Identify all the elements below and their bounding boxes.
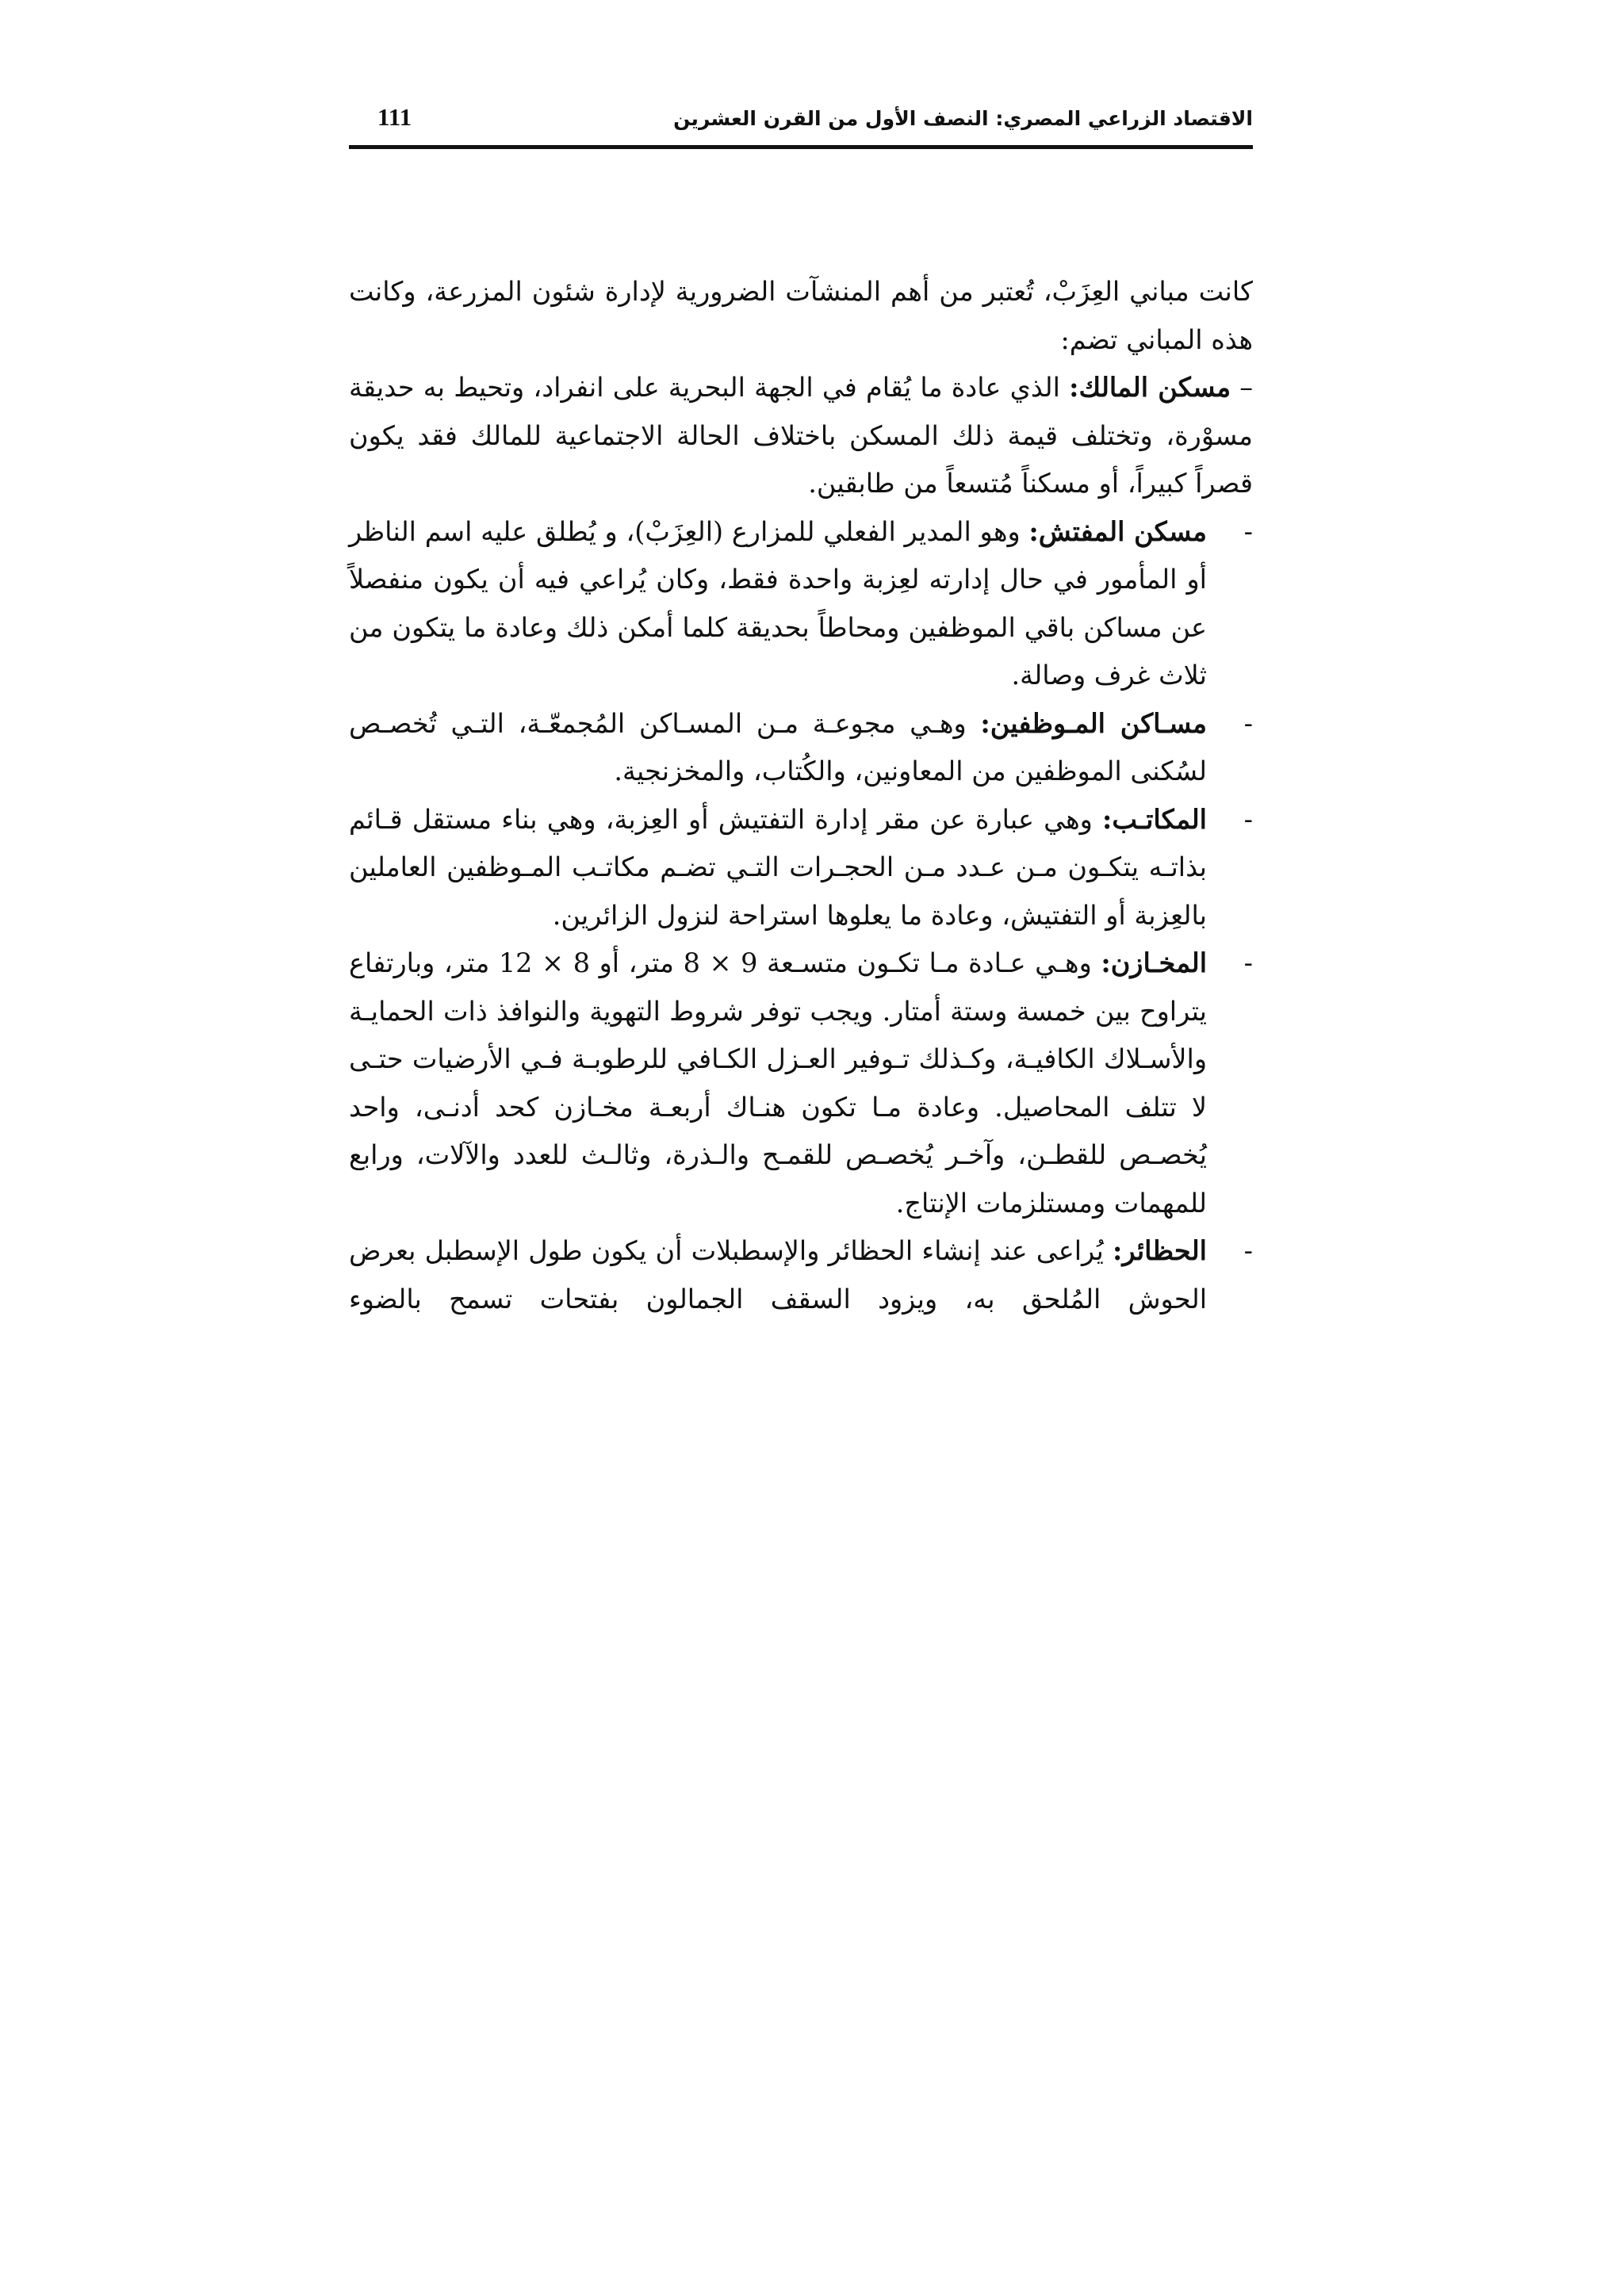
item-text: وهو المدير الفعلي للمزارع (العِزَبْ)، و يُطلق عليه اسم الناظر أو المأمور في حال إدارته لعِزبة واحدة فقط، وكان يُراعي فيه أن يكون منفصلاً عن مساكن باقي الموظفين ومحاطاً بحديقة كلما أمكن ذلك وعادة ما يتكون من ثلاث غرف وصالة. xyxy=(349,515,1207,691)
item-term: المخـازن: xyxy=(1101,947,1208,978)
list-bullet: - xyxy=(1243,947,1253,978)
item-term: الحظائر: xyxy=(1112,1235,1207,1266)
list-bullet: - xyxy=(1243,1235,1253,1266)
item-text: وهـي عـادة مـا تكـون متسـعة 9 × 8 متر، أو 8 × 12 متر، وبارتفاع يتراوح بين خمسة وستة أمتار. ويجب توفر شروط التهوية والنوافذ ذات الحمايـة والأسـلاك الكافيـة، وكـذلك تـوفير العـزل الكـافي للرطوبـة فـي الأرضيات حتـى لا تتلف المحاصيل. وعادة مـا تكون هنـاك أربعـة مخـازن كحد أدنـى، واحد يُخصـص للقطـن، وآخـر يُخصـص للقمـح والـذرة، وثالـث للعدد والآلات، ورابع للمهمات ومستلزمات الإنتاج. xyxy=(349,947,1207,1219)
facilities-list xyxy=(349,508,1253,1324)
item-term: مسـاكن المـوظفين: xyxy=(980,707,1207,739)
list-item-offices xyxy=(349,796,1253,940)
list-item-warehouses xyxy=(349,939,1253,1227)
running-title: الاقتصاد الزراعي المصري: النصف الأول من القرن العشرين xyxy=(673,107,1253,130)
list-item-staff-housing xyxy=(349,700,1253,796)
page-number: 111 xyxy=(377,103,412,131)
item-term: المكاتـب: xyxy=(1102,803,1207,835)
page-body xyxy=(349,268,1253,1323)
item-text: وهـي مجوعـة مـن المسـاكن المُجمعّـة، التـي تُخصـص لسُكنى الموظفين من المعاونين، والكُتاب، والمخزنجية. xyxy=(349,707,1207,786)
page-header xyxy=(349,98,1253,149)
list-bullet: - xyxy=(1243,803,1253,835)
owner-house-paragraph xyxy=(349,364,1253,508)
owner-house-text: الذي عادة ما يُقام في الجهة البحرية على انفراد، وتحيط به حديقة مسوْرة، وتختلف قيمة ذلك المسكن باختلاف الحالة الاجتماعية للمالك فقد يكون قصراً كبيراً، أو مسكناً مُتسعاً من طابقين. xyxy=(349,372,1253,499)
list-item-stables xyxy=(349,1227,1253,1323)
item-text: وهي عبارة عن مقر إدارة التفتيش أو العِزبة، وهي بناء مستقل قـائم بذاتـه يتكـون مـن عـدد مـن الحجـرات التـي تضـم مكاتـب المـوظفين العاملين بالعِزبة أو التفتيش، وعادة ما يعلوها استراحة لنزول الزائرين. xyxy=(349,803,1207,931)
list-bullet: - xyxy=(1243,707,1253,739)
item-text: يُراعى عند إنشاء الحظائر والإسطبلات أن يكون طول الإسطبل بعرض الحوش المُلحق به، ويزود السقف الجمالون بفتحات تسمح بالضوء xyxy=(349,1235,1207,1314)
list-bullet: - xyxy=(1243,515,1253,547)
item-term: مسكن المفتش: xyxy=(1028,515,1207,547)
owner-house-term: مسكن المالك: xyxy=(1069,372,1231,403)
intro-paragraph: كانت مباني العِزَبْ، تُعتبر من أهم المنشآت الضرورية لإدارة شئون المزرعة، وكانت هذه المباني تضم: xyxy=(349,276,1253,355)
list-item-inspector-house xyxy=(349,508,1253,700)
owner-house-dash: – xyxy=(1239,372,1253,403)
